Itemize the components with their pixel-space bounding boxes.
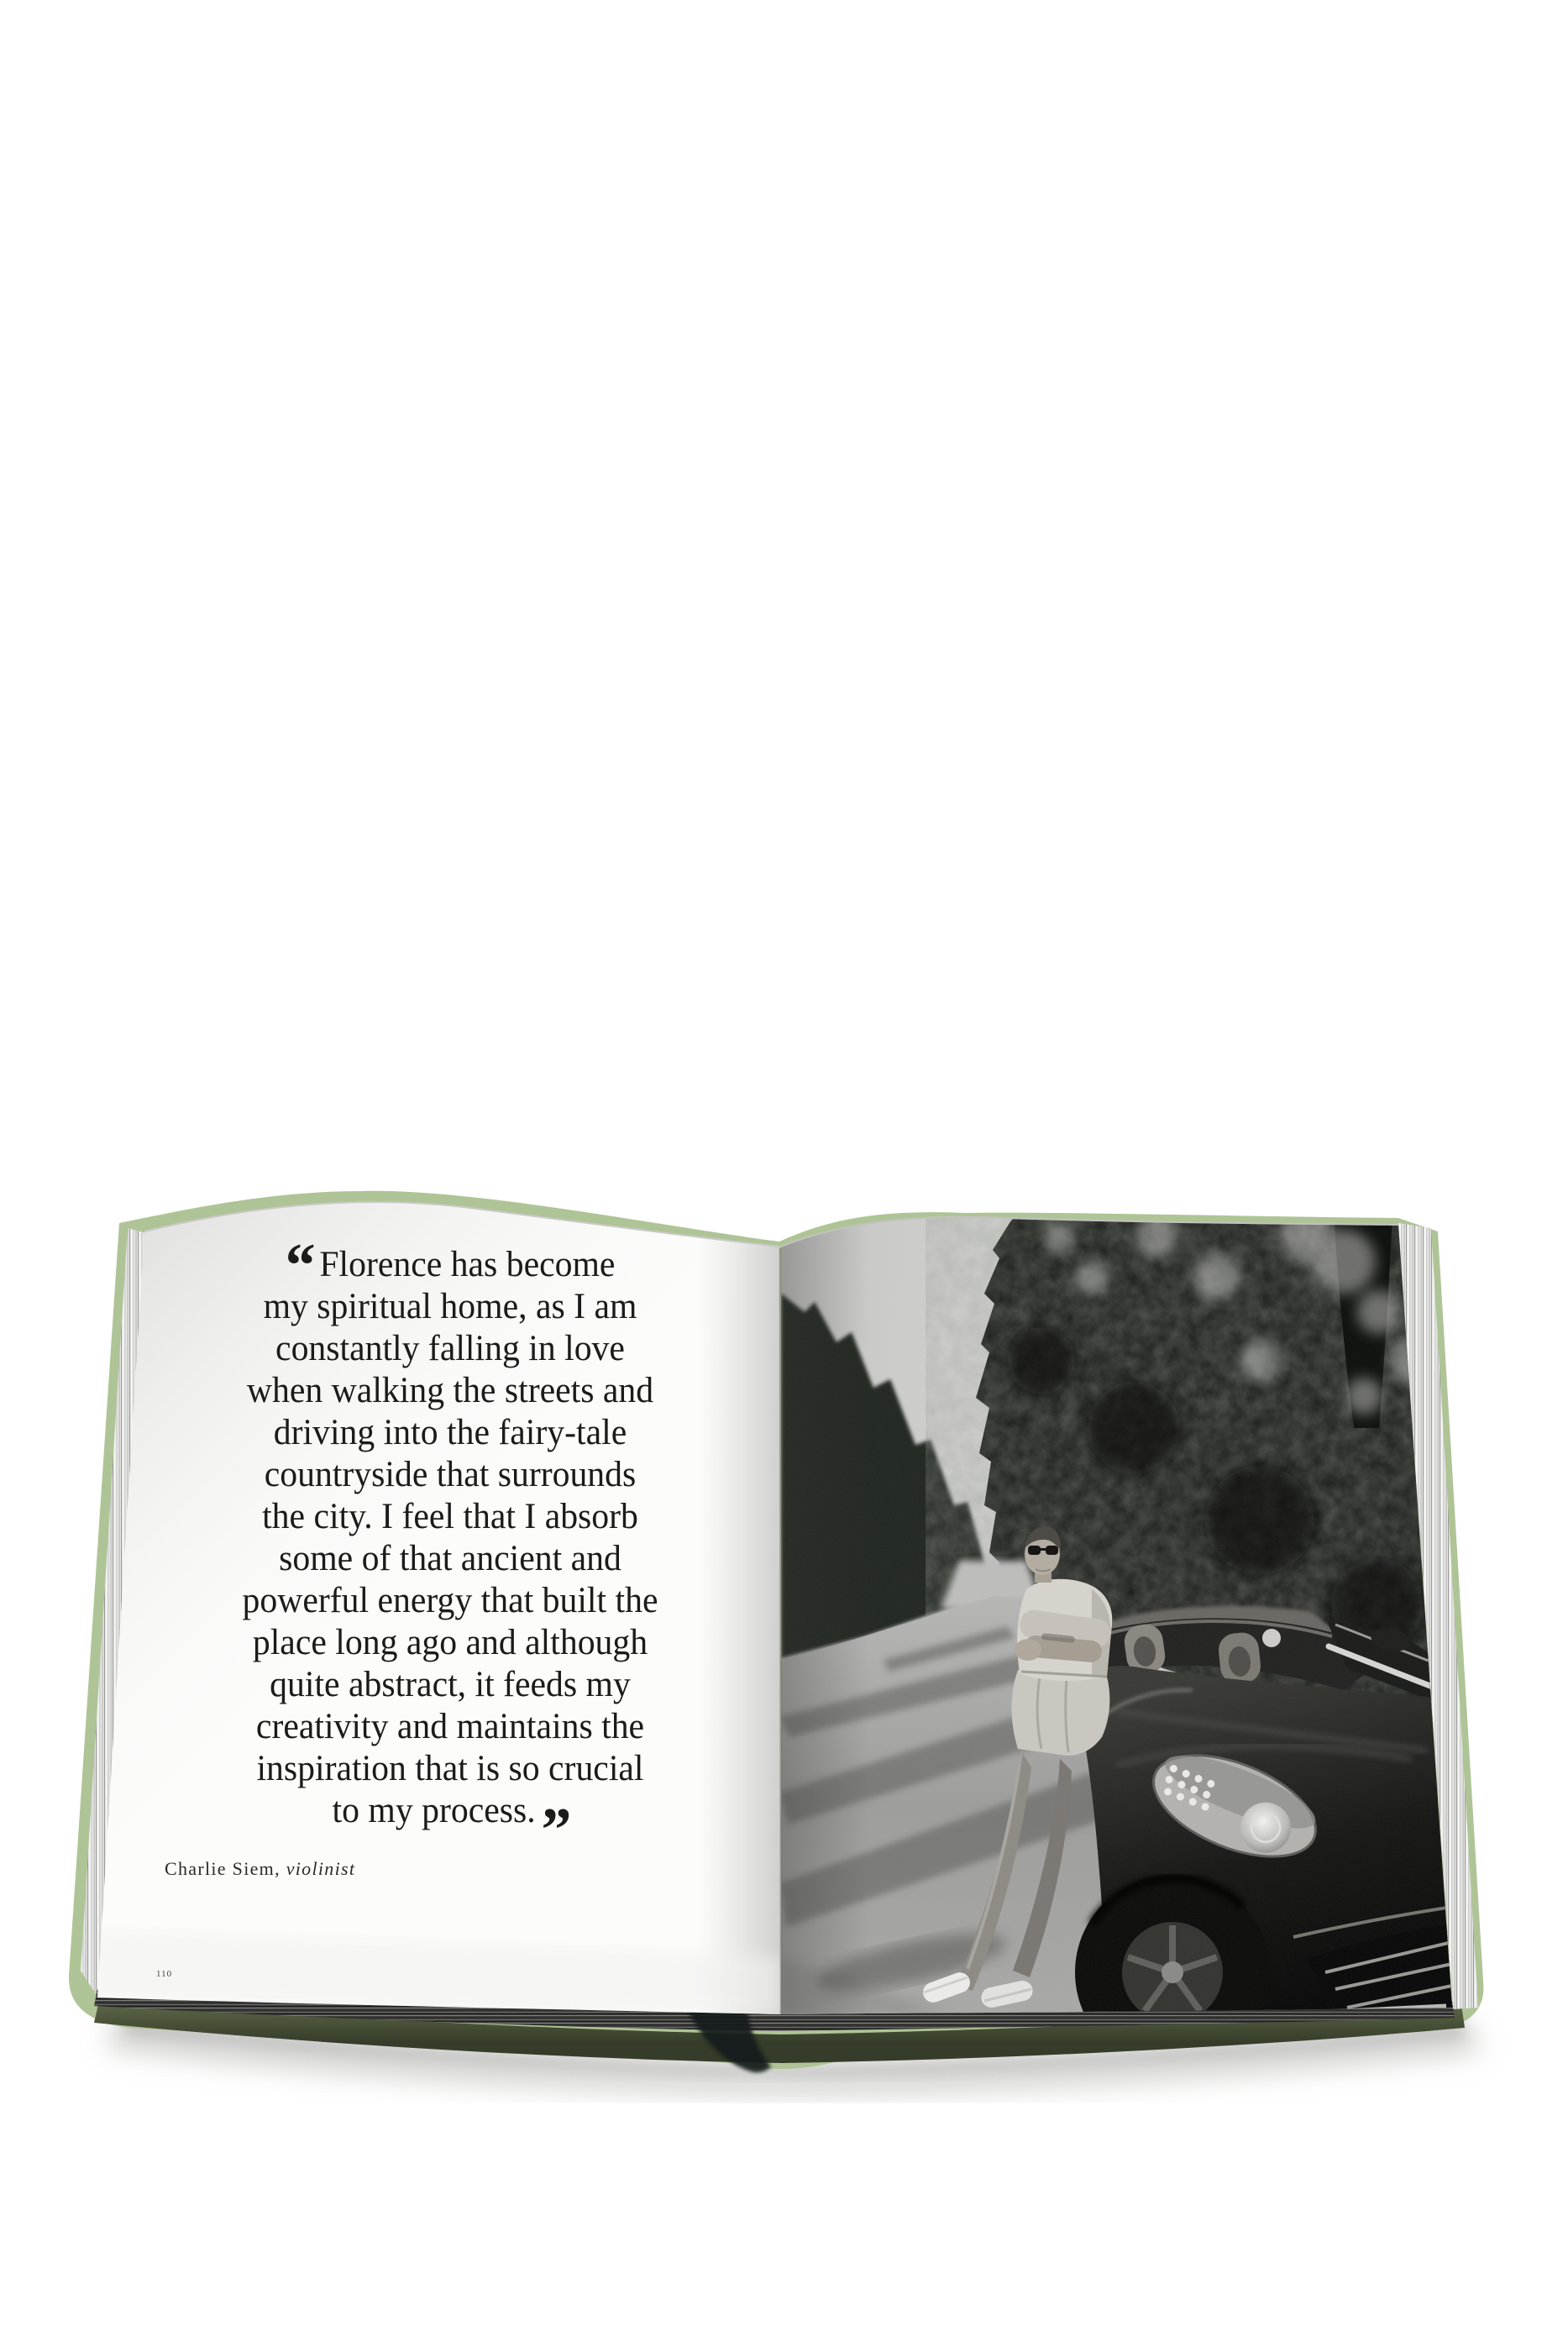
quote-line: driving into the fairy-tale [273,1413,627,1452]
quote-line: quite abstract, it feeds my [270,1665,631,1704]
open-quote-mark: “ [285,1231,312,1300]
photo-film-grain [777,1210,1457,2024]
quote-line: the city. I feel that I absorb [262,1497,638,1536]
quote-line: powerful energy that built the [242,1581,658,1620]
quote-line: creativity and maintains the [255,1707,645,1746]
quote-line: my spiritual home, as I am [263,1287,637,1326]
quote-block [186,1231,715,1865]
quote-line: when walking the streets and [246,1371,654,1410]
quote-line: constantly falling in love [275,1329,625,1368]
quote-line: some of that ancient and [279,1539,621,1578]
spine-gutter-line [780,1248,781,2014]
quote-line [186,1231,715,1300]
quote-text: Florence has become [319,1245,616,1284]
right-page-photo [777,1210,1461,2070]
close-quote-mark: ” [541,1796,569,1865]
attribution-name: Charlie Siem, [165,1858,281,1879]
quote-line: inspiration that is so crucial [256,1749,644,1788]
page-number: 110 [156,1969,173,1979]
quote-attribution [165,1858,355,1880]
quote-line: countryside that surrounds [264,1455,637,1494]
attribution-role: violinist [286,1858,356,1879]
quote-line: place long ago and although [252,1623,648,1662]
quote-line: to my process.” [332,1791,569,1865]
